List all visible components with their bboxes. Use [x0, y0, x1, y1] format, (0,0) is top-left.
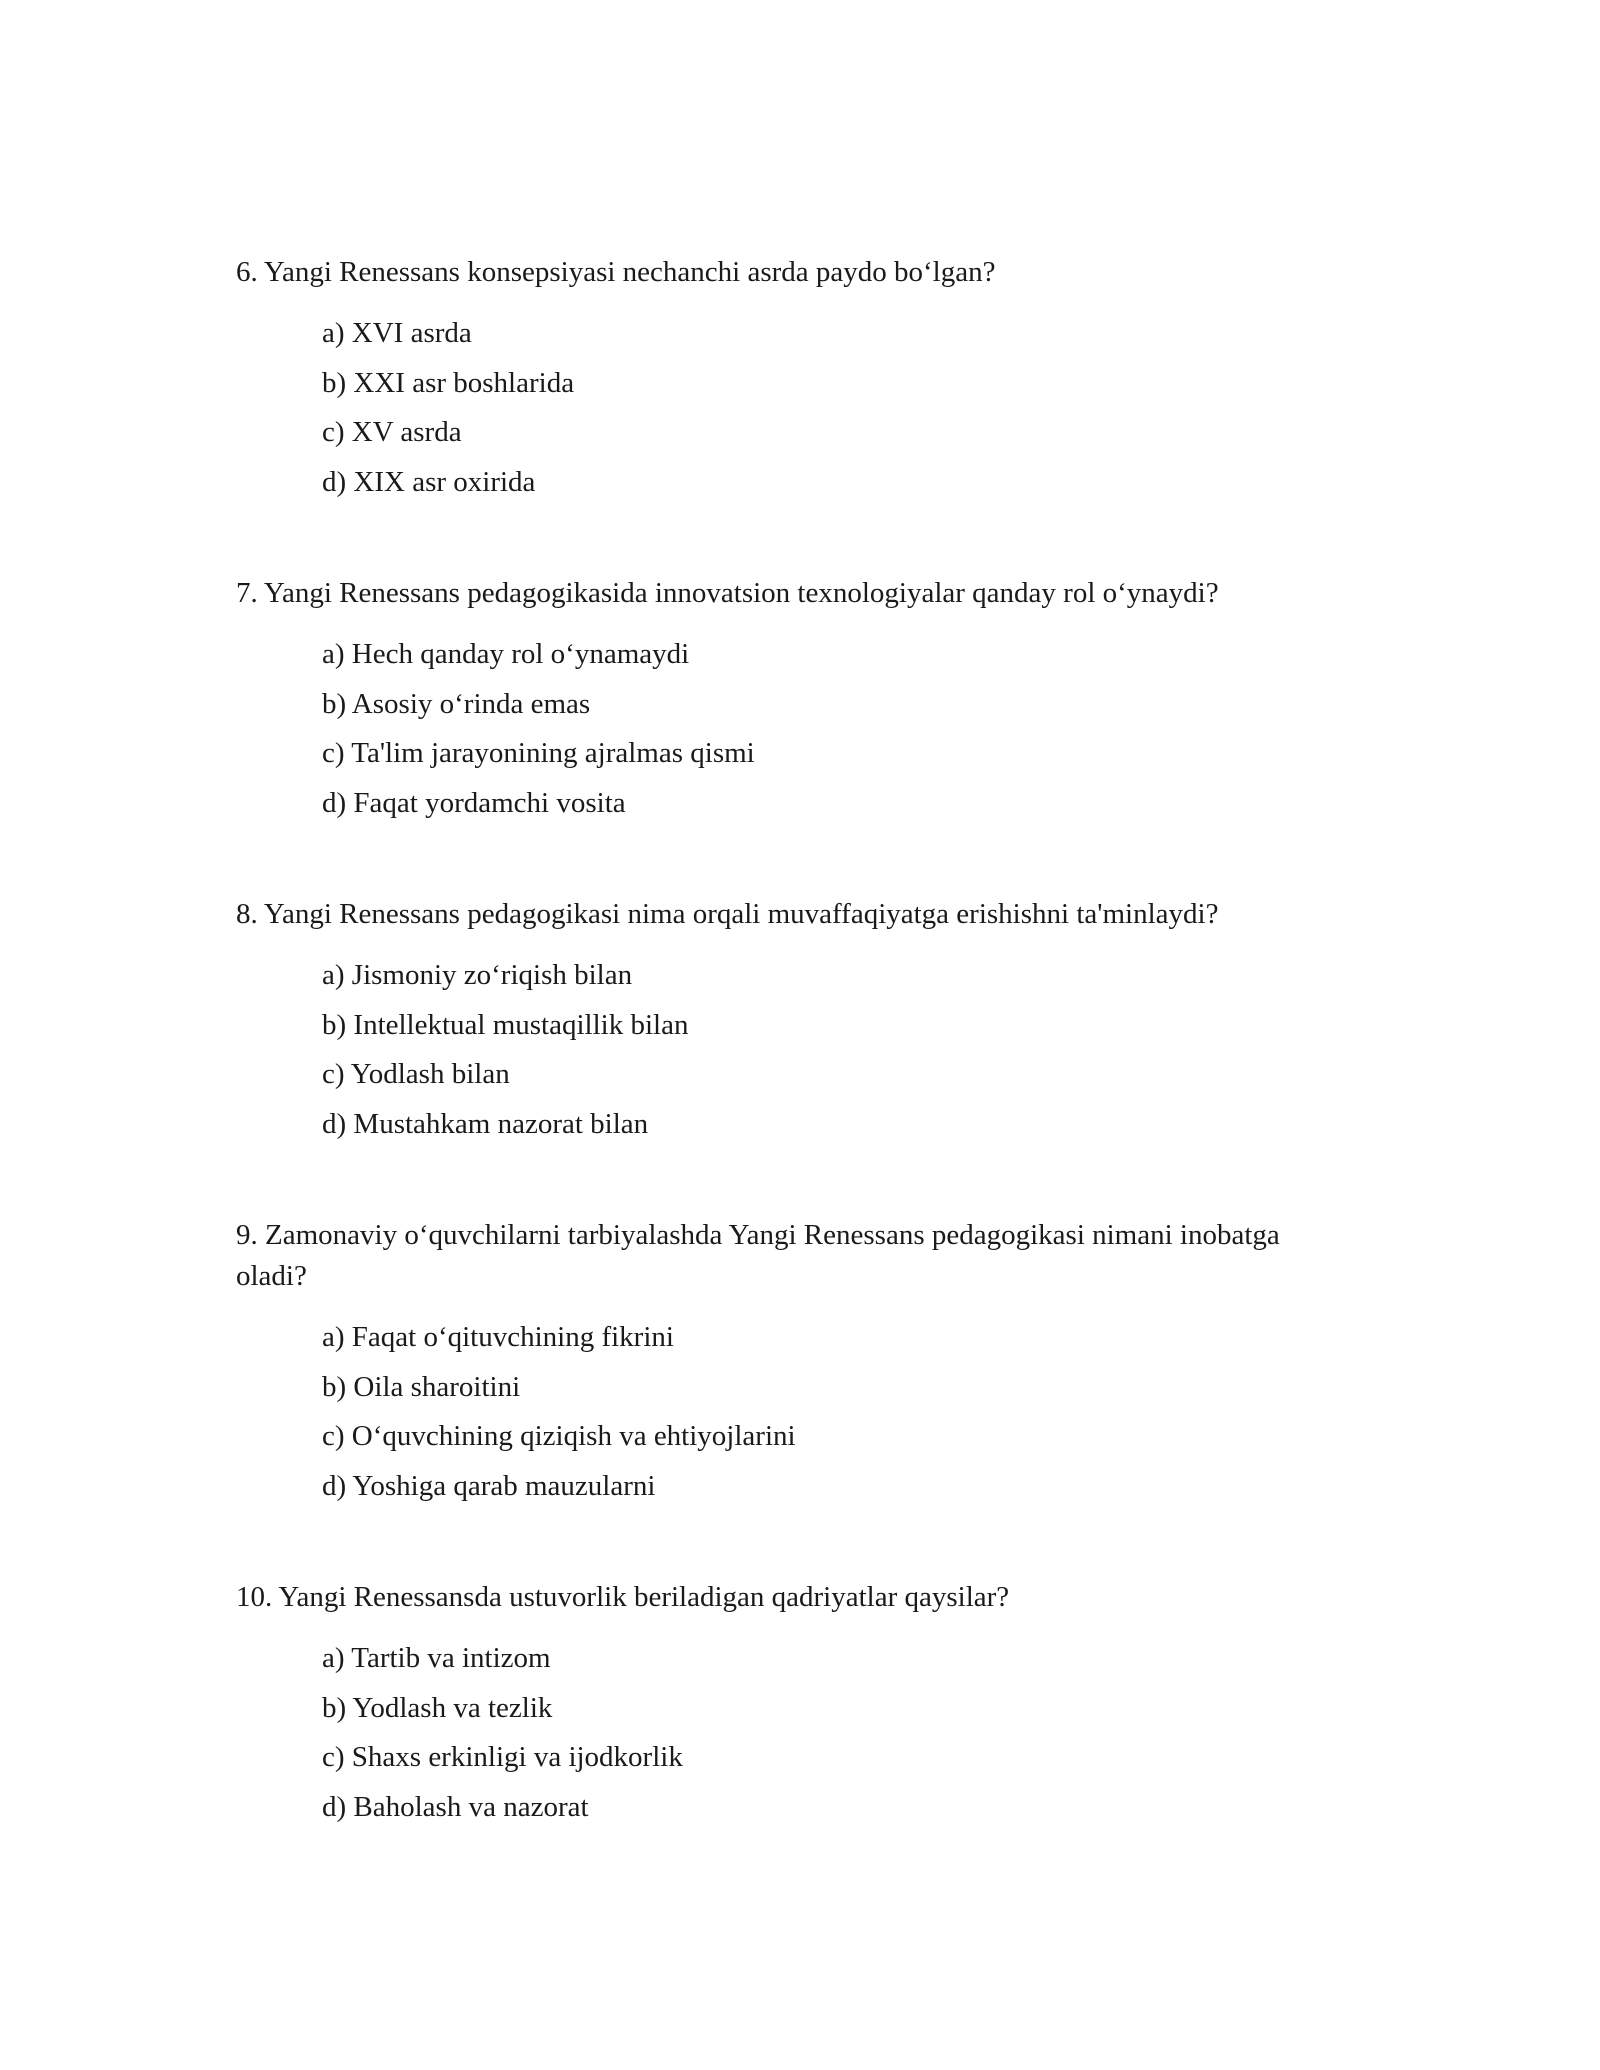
answer-option-d: d) Yoshiga qarab mauzularni: [322, 1469, 656, 1502]
question-8: [236, 894, 1346, 1149]
question-9: [236, 1215, 1346, 1511]
answer-options: [236, 1634, 1346, 1832]
answer-option-d: d) Baholash va nazorat: [322, 1790, 589, 1823]
answer-options: [236, 630, 1346, 828]
question-6: [236, 252, 1346, 507]
question-10: [236, 1577, 1346, 1832]
answer-option-b: b) Intellektual mustaqillik bilan: [322, 1008, 689, 1041]
answer-option-a: a) Jismoniy zo‘riqish bilan: [322, 959, 633, 991]
answer-options: [236, 309, 1346, 507]
answer-options: [236, 951, 1346, 1149]
quiz-content: [236, 252, 1346, 1898]
question-text: 8. Yangi Renessans pedagogikasi nima orqali muvaffaqiyatga erishishni ta'minlaydi?: [236, 898, 1219, 930]
answer-option-a: a) Faqat o‘qituvchining fikrini: [322, 1321, 674, 1353]
answer-option-a: a) Tartib va intizom: [322, 1642, 551, 1674]
answer-option-c: c) XV asrda: [322, 416, 462, 448]
answer-option-b: b) Yodlash va tezlik: [322, 1691, 553, 1724]
answer-option-d: d) Mustahkam nazorat bilan: [322, 1107, 649, 1140]
answer-option-b: b) Asosiy o‘rinda emas: [322, 687, 591, 720]
question-text: 10. Yangi Renessansda ustuvorlik beriladigan qadriyatlar qaysilar?: [236, 1581, 1010, 1613]
question-7: [236, 573, 1346, 828]
answer-option-c: c) Yodlash bilan: [322, 1058, 510, 1090]
answer-option-a: a) XVI asrda: [322, 317, 472, 349]
answer-option-b: b) XXI asr boshlarida: [322, 366, 575, 399]
answer-option-c: c) O‘quvchining qiziqish va ehtiyojlarini: [322, 1420, 796, 1452]
question-text: 7. Yangi Renessans pedagogikasida innovatsion texnologiyalar qanday rol o‘ynaydi?: [236, 577, 1219, 609]
answer-option-c: c) Shaxs erkinligi va ijodkorlik: [322, 1741, 683, 1773]
answer-option-b: b) Oila sharoitini: [322, 1370, 521, 1403]
answer-option-c: c) Ta'lim jarayonining ajralmas qismi: [322, 737, 755, 769]
answer-option-d: d) Faqat yordamchi vosita: [322, 786, 626, 819]
question-text: 6. Yangi Renessans konsepsiyasi nechanchi asrda paydo bo‘lgan?: [236, 256, 996, 288]
question-text: 9. Zamonaviy o‘quvchilarni tarbiyalashda Yangi Renessans pedagogikasi nimani inobatga oladi?: [236, 1219, 1280, 1292]
answer-option-a: a) Hech qanday rol o‘ynamaydi: [322, 638, 690, 670]
answer-options: [236, 1313, 1346, 1511]
answer-option-d: d) XIX asr oxirida: [322, 465, 536, 498]
